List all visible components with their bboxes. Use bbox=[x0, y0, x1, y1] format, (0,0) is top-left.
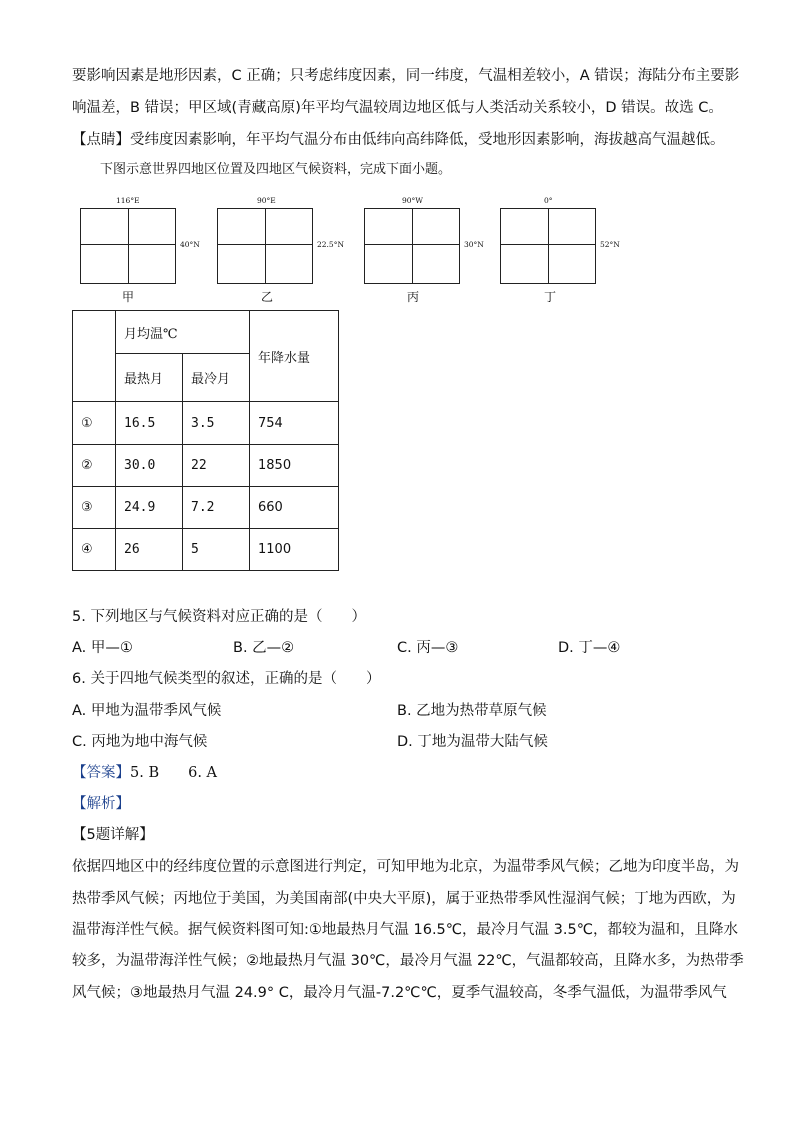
answer-label: 【答案】 bbox=[72, 765, 130, 781]
question-prompt: 下图示意世界四地区位置及四地区气候资料，完成下面小题。 bbox=[100, 162, 452, 177]
analysis-label: 【解析】 bbox=[72, 796, 130, 812]
map-name: 丙 bbox=[407, 290, 420, 304]
detail-label: 【5题详解】 bbox=[72, 827, 154, 843]
row-hot: 16.5 bbox=[116, 402, 183, 445]
row-rain: 1100 bbox=[250, 529, 339, 571]
table-row bbox=[73, 402, 339, 445]
table-row bbox=[73, 445, 339, 487]
row-cold: 3.5 bbox=[183, 402, 250, 445]
table-header-cold: 最冷月 bbox=[183, 354, 250, 402]
answer bbox=[72, 763, 217, 783]
map-lon-label: 0° bbox=[544, 196, 553, 205]
row-id: ④ bbox=[73, 529, 116, 571]
climate-table bbox=[72, 310, 339, 571]
detail-line-5: 风气候；③地最热月气温 24.9° C，最冷月气温-7.2℃℃，夏季气温较高，冬季气温低，为温带季风气 bbox=[72, 985, 727, 1001]
map-lat-label: 22.5°N bbox=[317, 240, 345, 249]
table-header-rain: 年降水量 bbox=[250, 311, 339, 402]
row-cold: 5 bbox=[183, 529, 250, 571]
row-id: ② bbox=[73, 445, 116, 487]
map-lat-label: 30°N bbox=[464, 240, 484, 249]
row-id: ③ bbox=[73, 487, 116, 529]
row-id: ① bbox=[73, 402, 116, 445]
map-lon-label: 90°E bbox=[257, 196, 276, 205]
table-corner bbox=[73, 311, 116, 402]
row-rain: 660 bbox=[250, 487, 339, 529]
table-row bbox=[73, 529, 339, 571]
q5-option-b: B. 乙—② bbox=[233, 640, 295, 656]
q6-option-d: D. 丁地为温带大陆气候 bbox=[397, 734, 548, 750]
q6-option-b: B. 乙地为热带草原气候 bbox=[397, 703, 547, 719]
q5-option-a: A. 甲—① bbox=[72, 640, 133, 656]
detail-line-4: 较多，为温带海洋性气候；②地最热月气温 30℃，最冷月气温 22℃，气温都较高，且降水多，为热带季 bbox=[72, 953, 744, 969]
detail-line-1: 依据四地区中的经纬度位置的示意图进行判定，可知甲地为北京，为温带季风气候；乙地为印度半岛，为 bbox=[72, 859, 739, 875]
detail-line-2: 热带季风气候；丙地位于美国，为美国南部(中央大平原)，属于亚热带季风性湿润气候；丁地为西欧，为 bbox=[72, 891, 736, 907]
map-name: 甲 bbox=[122, 290, 135, 304]
intro-note: 【点睛】受纬度因素影响，年平均气温分布由低纬向高纬降低，受地形因素影响，海拔越高气温越低。 bbox=[72, 132, 725, 148]
q6-option-a: A. 甲地为温带季风气候 bbox=[72, 703, 222, 719]
intro-line-2: 响温差，B 错误；甲区域(青藏高原)年平均气温较周边地区低与人类活动关系较小，D 错误。故选 C。 bbox=[72, 100, 723, 116]
row-hot: 24.9 bbox=[116, 487, 183, 529]
q5-option-d: D. 丁—④ bbox=[558, 640, 621, 656]
row-rain: 754 bbox=[250, 402, 339, 445]
map-name: 乙 bbox=[261, 290, 274, 304]
detail-line-3: 温带海洋性气候。据气候资料图可知:①地最热月气温 16.5℃，最冷月气温 3.5℃，都较为温和，且降水 bbox=[72, 922, 739, 938]
row-cold: 7.2 bbox=[183, 487, 250, 529]
row-cold: 22 bbox=[183, 445, 250, 487]
table-header-temp: 月均温℃ bbox=[116, 311, 250, 354]
q6-stem: 6. 关于四地气候类型的叙述，正确的是（ ） bbox=[72, 671, 381, 687]
map-name: 丁 bbox=[544, 290, 557, 304]
row-hot: 26 bbox=[116, 529, 183, 571]
q5-stem: 5. 下列地区与气候资料对应正确的是（ ） bbox=[72, 609, 366, 625]
map-lat-label: 52°N bbox=[600, 240, 620, 249]
row-rain: 1850 bbox=[250, 445, 339, 487]
intro-line-1: 要影响因素是地形因素，C 正确；只考虑纬度因素，同一纬度，气温相差较小，A 错误；海陆分布主要影 bbox=[72, 68, 740, 84]
table-row bbox=[73, 487, 339, 529]
q6-option-c: C. 丙地为地中海气候 bbox=[72, 734, 208, 750]
answer-text: 5. B 6. A bbox=[130, 765, 218, 781]
map-lat-label: 40°N bbox=[180, 240, 200, 249]
table-header-hot: 最热月 bbox=[116, 354, 183, 402]
q5-option-c: C. 丙—③ bbox=[397, 640, 459, 656]
map-lon-label: 90°W bbox=[402, 196, 424, 205]
map-lon-label: 116°E bbox=[116, 196, 140, 205]
row-hot: 30.0 bbox=[116, 445, 183, 487]
